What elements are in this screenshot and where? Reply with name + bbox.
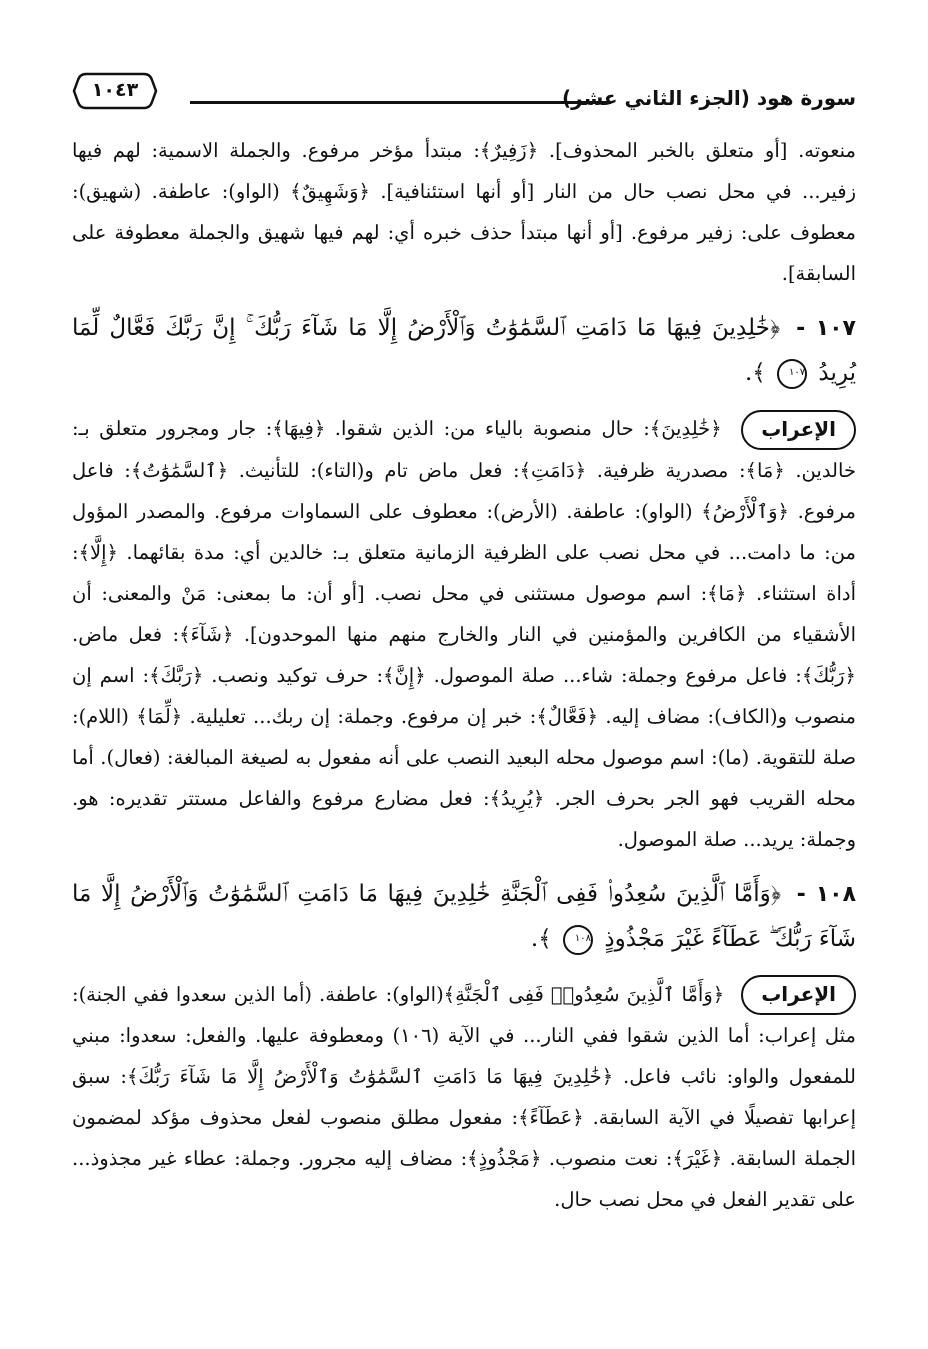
- verse-108: [72, 872, 856, 962]
- header-rule: [190, 101, 611, 104]
- irab-label: الإعراب: [741, 410, 856, 450]
- verse-closing: ﴾.: [530, 925, 552, 952]
- irab-text: ﴿وَأَمَّا ٱلَّذِينَ سُعِدُوا۟ فَفِى ٱلْجَنَّةِ﴾(الواو): عاطفة. (أما الذين سعدوا ففي الجنة): مثل إعراب: أما الذين شقوا ففي النار... في الآية (١٠٦) ومعطوفة عليها. والفعل: سعدوا: مبني للمفعول والواو: نائب فاعل. ﴿خَٰلِدِينَ فِيهَا مَا دَامَتِ ٱلسَّمَٰوَٰتُ وَٱلْأَرْضُ إِلَّا مَا شَآءَ رَبُّكَ﴾: سبق إعرابها تفصيلًا في الآية السابقة. ﴿عَطَآءً﴾: مفعول مطلق منصوب لفعل محذوف مؤكد لمضمون الجملة السابقة. ﴿غَيْرَ﴾: نعت منصوب. ﴿مَجْذُوذٍ﴾: مضاف إليه مجرور. وجملة: عطاء غير مجذوذ... على تقدير الفعل في محل نصب حال.: [72, 982, 856, 1211]
- verse-number: ١٠٨ -: [796, 881, 857, 907]
- page-number-badge: [72, 70, 158, 112]
- running-title: سورة هود (الجزء الثاني عشر): [561, 86, 856, 110]
- irab-text: ﴿خَٰلِدِينَ﴾: حال منصوبة بالياء من: الذين شقوا. ﴿فِيهَا﴾: جار ومجرور متعلق بـ: خالدين. ﴿مَا﴾: مصدرية ظرفية. ﴿دَامَتِ﴾: فعل ماض تام و(التاء): للتأنيث. ﴿ٱلسَّمَٰوَٰتُ﴾: فاعل مرفوع. ﴿وَٱلْأَرْضُ﴾ (الواو): عاطفة. (الأرض): معطوف على السماوات مرفوع. والمصدر المؤول من: ما دامت... في محل نصب على الظرفية الزمانية متعلق بـ: خالدين أي: مدة بقائهما. ﴿إِلَّا﴾: أداة استثناء. ﴿مَا﴾: اسم موصول مستثنى في محل نصب. [أو أن: ما بمعنى: مَنْ والمعنى: أن الأشقياء من الكافرين والمؤمنين في النار والخارج منهم منها الموحدون]. ﴿شَآءَ﴾: فعل ماض. ﴿رَبُّكَ﴾: فاعل مرفوع وجملة: شاء... صلة الموصول. ﴿إِنَّ﴾: حرف توكيد ونصب. ﴿رَبَّكَ﴾: اسم إن منصوب و(الكاف): مضاف إليه. ﴿فَعَّالٌ﴾: خبر إن مرفوع. وجملة: إن ربك... تعليلية. ﴿لِّمَا﴾ (اللام): صلة للتقوية. (ما): اسم موصول محله البعيد النصب على أنه مفعول به لصيغة المبالغة: (فعال). أما محله القريب فهو الجر بحرف الجر. ﴿يُرِيدُ﴾: فعل مضارع مرفوع والفاعل مستتر تقديره: هو. وجملة: يريد... صلة الموصول.: [72, 417, 856, 851]
- verse-text: ﴿خَٰلِدِينَ فِيهَا مَا دَامَتِ ٱلسَّمَٰوَٰتُ وَٱلْأَرْضُ إِلَّا مَا شَآءَ رَبُّكَ ۚ إِنَّ رَبَّكَ فَعَّالٌ لِّمَا يُرِيدُ: [72, 315, 856, 386]
- ayah-marker-icon: ١٠٨: [563, 925, 593, 955]
- irab-107: [72, 408, 856, 860]
- verse-number: ١٠٧ -: [796, 316, 856, 341]
- irab-108: [72, 974, 856, 1221]
- intro-paragraph: منعوته. [أو متعلق بالخبر المحذوف]. ﴿زَفِيرٌ﴾: مبتدأ مؤخر مرفوع. والجملة الاسمية: لهم فيها زفير... في محل نصب حال من النار [أو أنها استئنافية]. ﴿وَشَهِيقٌ﴾ (الواو): عاطفة. (شهيق): معطوف على: زفير مرفوع. [أو أنها مبتدأ حذف خبره أي: لهم فيها شهيق والجملة معطوفة على السابقة].: [72, 139, 856, 285]
- verse-text: ﴿وَأَمَّا ٱلَّذِينَ سُعِدُوا۟ فَفِى ٱلْجَنَّةِ خَٰلِدِينَ فِيهَا مَا دَامَتِ ٱلسَّمَٰوَٰتُ وَٱلْأَرْضُ إِلَّا مَا شَآءَ رَبُّكَ ۖ عَطَآءً غَيْرَ مَجْذُوذٍ: [72, 880, 856, 952]
- page-header: [72, 60, 856, 130]
- verse-107: [72, 306, 856, 396]
- ayah-marker-icon: ١٠٧: [777, 359, 807, 389]
- verse-closing: ﴾.: [745, 360, 766, 386]
- irab-label: الإعراب: [741, 975, 856, 1015]
- page-number: ١٠٤٣: [91, 79, 139, 101]
- book-page: [72, 60, 856, 1309]
